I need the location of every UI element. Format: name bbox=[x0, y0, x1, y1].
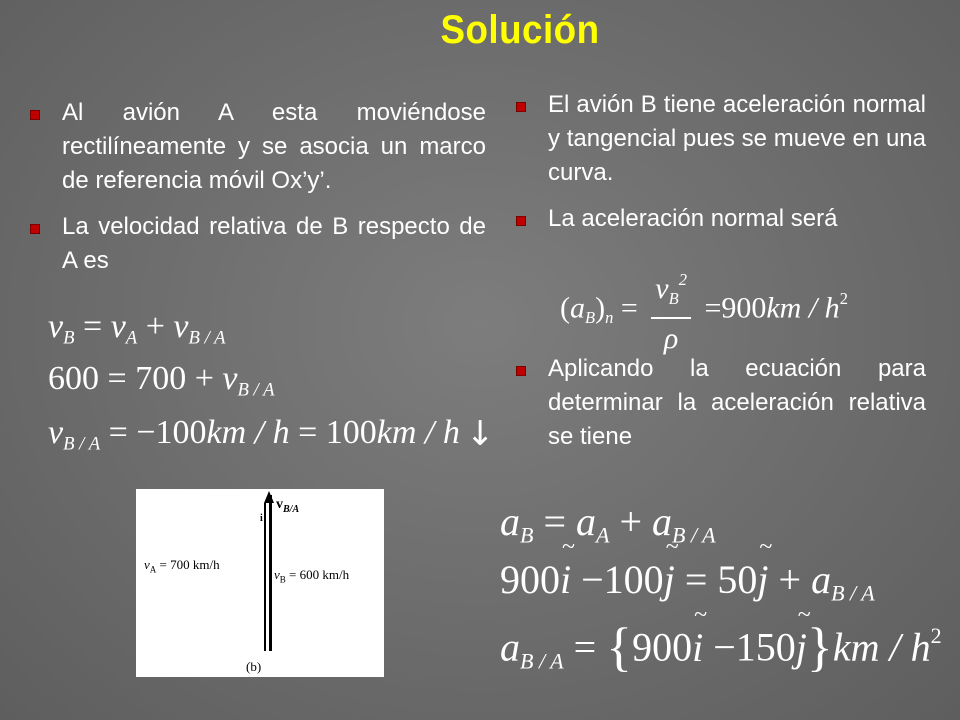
bullet-item bbox=[512, 352, 926, 454]
bullet-square-icon bbox=[30, 110, 40, 120]
plane-a-path bbox=[264, 503, 266, 651]
bullet-item bbox=[512, 88, 926, 190]
equation-relative-velocity: $v_{B / A} = -100km / h = 100km / h$ bbox=[48, 414, 460, 455]
bullet-square-icon bbox=[516, 366, 526, 376]
bullet-item bbox=[512, 202, 926, 236]
velocity-diagram bbox=[136, 489, 384, 677]
down-arrow-icon: ↓ bbox=[466, 414, 495, 454]
label-unit-vector: i bbox=[260, 513, 263, 524]
equation-velocity-sum: $v_B = v_A + v_{B / A}$ bbox=[48, 308, 226, 349]
figure-caption: (b) bbox=[246, 659, 262, 674]
bullet-text: La aceleración normal será bbox=[548, 205, 838, 232]
slide-title: Solución bbox=[440, 8, 600, 52]
bullet-item bbox=[26, 210, 486, 278]
left-column bbox=[26, 96, 486, 290]
bullet-square-icon bbox=[516, 102, 526, 112]
label-velocity-b: $v_B = 600$ km/h bbox=[274, 567, 350, 585]
equation-acceleration-sum: $a_B = a_A + a_{B / A}$ bbox=[500, 499, 716, 548]
equation-relative-acceleration: $a_{B / A}$ = {900~ i −150~ $j\}km / h^2$ bbox=[500, 616, 942, 678]
plane-b-path bbox=[269, 495, 272, 651]
fraction: $\frac{v_B^2}{\rho}$ bbox=[651, 262, 691, 359]
equation-normal-acceleration: $(a_B)_n$ = $\frac{v_B^2}{\rho}$ $=900km / h^2$ bbox=[560, 262, 848, 359]
bullet-text: Al avión A esta moviéndose rectilíneamente y se asocia un marco de referencia móvil Ox’y’. bbox=[62, 99, 486, 194]
label-velocity-a: $v_A = 700$ km/h bbox=[144, 557, 220, 575]
bullet-square-icon bbox=[30, 224, 40, 234]
label-relative-velocity: $v_{B/A}$ bbox=[276, 497, 300, 515]
bullet-text: Aplicando la ecuación para determinar la aceleración relativa se tiene bbox=[548, 355, 926, 450]
arrow-up-icon bbox=[264, 491, 274, 503]
equation-velocity-values: $600 = 700 + v_{B / A}$ bbox=[48, 360, 275, 401]
bullet-text: El avión B tiene aceleración normal y tangencial pues se mueve en una curva. bbox=[548, 91, 926, 186]
equation-acceleration-values: 900~ i −100~ j = 50~ $j + a_{B / A}$ bbox=[500, 556, 875, 607]
bullet-item bbox=[26, 96, 486, 198]
bullet-square-icon bbox=[516, 216, 526, 226]
bullet-text: La velocidad relativa de B respecto de A es bbox=[62, 213, 486, 274]
